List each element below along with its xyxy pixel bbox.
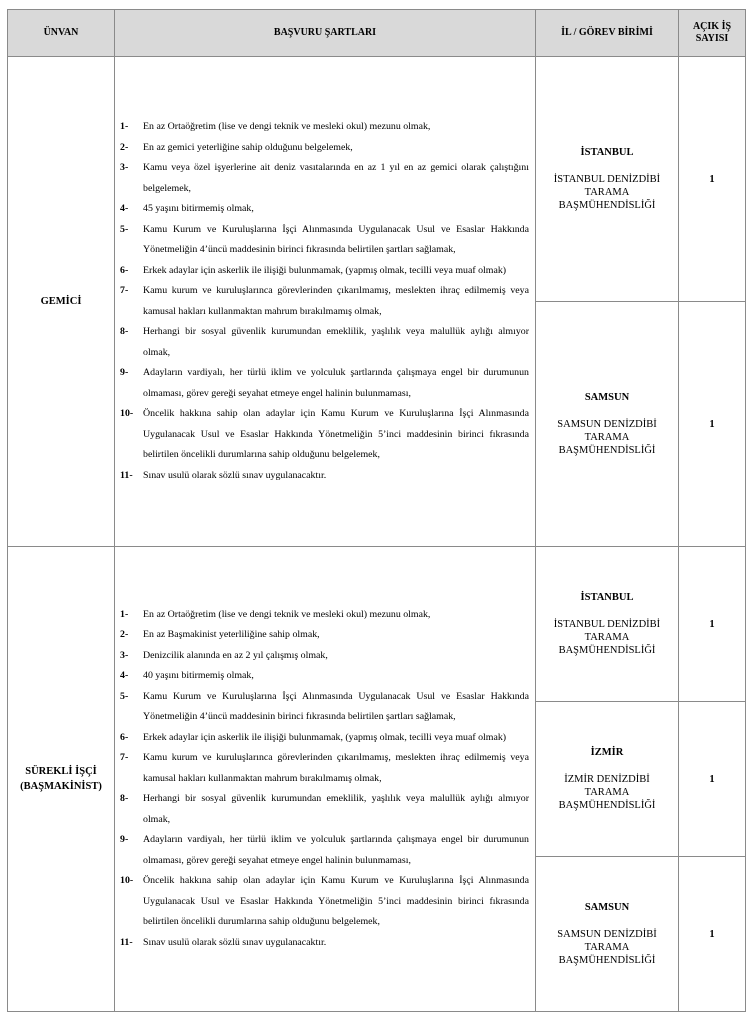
requirements-list (120, 117, 529, 486)
position-title: SÜREKLİ İŞÇİ (25, 766, 97, 777)
table-row (8, 57, 746, 302)
header-requirements: BAŞVURU ŞARTLARI (115, 10, 536, 57)
list-item: 1- En az Ortaöğretim (lise ve dengi teknik ve mesleki okul) mezunu olmak, (120, 608, 431, 620)
open-count: 1 (679, 547, 746, 702)
position-title-cell (8, 57, 115, 547)
header-unit: İL / GÖREV BİRİMİ (536, 10, 679, 57)
list-item: 8- Herhangi bir sosyal güvenlik kurumundan emeklilik, yaşlılık veya malullük aylığı almıyor olmak, (120, 326, 529, 358)
list-item: 8- Herhangi bir sosyal güvenlik kurumundan emeklilik, yaşlılık veya malullük aylığı almıyor olmak, (120, 793, 529, 825)
unit-department: İSTANBUL DENİZDİBİ TARAMA BAŞMÜHENDİSLİĞİ (553, 174, 661, 211)
list-item: 3- Kamu veya özel işyerlerine ait deniz vasıtalarında en az 1 yıl en az gemici olarak çalıştığını belgelemek, (120, 162, 529, 194)
list-item: 9- Adayların vardiyalı, her türlü iklim ve yolculuk şartlarında çalışmaya engel bir durumunun olmaması, görev gereği seyahat etmeye engel halinin bulunmaması, (120, 834, 529, 866)
unit-cell (536, 57, 679, 302)
open-count: 1 (679, 57, 746, 302)
unit-city: SAMSUN (584, 392, 630, 403)
list-item: 10- Öncelik hakkına sahip olan adaylar için Kamu Kurum ve Kuruluşlarına İşçi Alınmasında Uygulanacak Usul ve Esaslar Hakkında Yönetmeliğin 5’inci maddesinin birinci fıkrasında belirtilen öncelikli durumlarına sahip olduğunu belgelemek, (120, 875, 529, 928)
list-item: 7- Kamu kurum ve kuruluşlarınca görevlerinden çıkarılmamış, meslekten ihraç edilmemiş veya kamusal hakları kullanmaktan mahrum bırakılmamış olmak, (120, 285, 529, 317)
unit-city: İSTANBUL (580, 592, 634, 603)
open-count: 1 (679, 857, 746, 1012)
header-count-line1: AÇIK İŞ (692, 21, 732, 32)
unit-cell (536, 547, 679, 702)
list-item: 2- En az Başmakinist yeterliliğine sahip olmak, (120, 629, 320, 641)
list-item: 5- Kamu Kurum ve Kuruluşlarına İşçi Alınmasında Uygulanacak Usul ve Esaslar Hakkında Yönetmeliğin 4’üncü maddesinin birinci fıkrasında belirtilen şartları sağlamak, (120, 223, 529, 255)
requirements-cell (115, 57, 536, 547)
list-item: 5- Kamu Kurum ve Kuruluşlarına İşçi Alınmasında Uygulanacak Usul ve Esaslar Hakkında Yönetmeliğin 4’üncü maddesinin birinci fıkrasında belirtilen şartları sağlamak, (120, 690, 529, 723)
list-item: 2- En az gemici yeterliğine sahip olduğunu belgelemek, (120, 141, 353, 153)
list-item: 6- Erkek adaylar için askerlik ile ilişiği bulunmamak, (yapmış olmak, tecilli veya muaf olmak) (120, 264, 507, 276)
job-postings-table (7, 9, 746, 1012)
list-item: 11- Sınav usulü olarak sözlü sınav uygulanacaktır. (120, 936, 327, 948)
list-item: 4- 40 yaşını bitirmemiş olmak, (120, 670, 254, 682)
requirements-cell (115, 547, 536, 1012)
unit-city: SAMSUN (584, 902, 630, 913)
unit-cell (536, 302, 679, 547)
open-count: 1 (679, 702, 746, 857)
list-item: 10- Öncelik hakkına sahip olan adaylar için Kamu Kurum ve Kuruluşlarına İşçi Alınmasında Uygulanacak Usul ve Esaslar Hakkında Yönetmeliğin 5’inci maddesinin birinci fıkrasında belirtilen öncelikli durumlarına sahip olduğunu belgelemek, (120, 408, 529, 460)
header-count (679, 10, 746, 57)
list-item: 3- Denizcilik alanında en az 2 yıl çalışmış olmak, (120, 649, 328, 661)
list-item: 1- En az Ortaöğretim (lise ve dengi teknik ve mesleki okul) mezunu olmak, (120, 121, 431, 132)
unit-department: İSTANBUL DENİZDİBİ TARAMA BAŞMÜHENDİSLİĞİ (553, 619, 661, 656)
position-title-cell (8, 547, 115, 1012)
header-title: ÜNVAN (8, 10, 115, 57)
unit-department: SAMSUN DENİZDİBİ TARAMA BAŞMÜHENDİSLİĞİ (557, 419, 657, 456)
position-title: GEMİCİ (40, 296, 82, 307)
unit-department: İZMİR DENİZDİBİ TARAMA BAŞMÜHENDİSLİĞİ (558, 774, 656, 811)
unit-cell (536, 857, 679, 1012)
position-subtitle: (BAŞMAKİNİST) (20, 781, 102, 792)
unit-city: İZMİR (590, 747, 624, 758)
list-item: 11- Sınav usulü olarak sözlü sınav uygulanacaktır. (120, 469, 327, 481)
unit-cell (536, 702, 679, 857)
list-item: 9- Adayların vardiyalı, her türlü iklim ve yolculuk şartlarında çalışmaya engel bir durumunun olmaması, görev gereği seyahat etmeye engel halinin bulunmaması, (120, 367, 529, 399)
table-row (8, 547, 746, 702)
list-item: 4- 45 yaşını bitirmemiş olmak, (120, 203, 254, 214)
list-item: 7- Kamu kurum ve kuruluşlarınca görevlerinden çıkarılmamış, meslekten ihraç edilmemiş veya kamusal hakları kullanmaktan mahrum bırakılmamış olmak, (120, 752, 529, 784)
unit-department: SAMSUN DENİZDİBİ TARAMA BAŞMÜHENDİSLİĞİ (557, 929, 657, 966)
list-item: 6- Erkek adaylar için askerlik ile ilişiği bulunmamak, (yapmış olmak, tecilli veya muaf olmak) (120, 731, 507, 743)
open-count: 1 (679, 302, 746, 547)
header-row (8, 10, 746, 57)
unit-city: İSTANBUL (580, 147, 634, 158)
header-count-line2: SAYISI (695, 33, 729, 44)
requirements-list (120, 605, 529, 954)
